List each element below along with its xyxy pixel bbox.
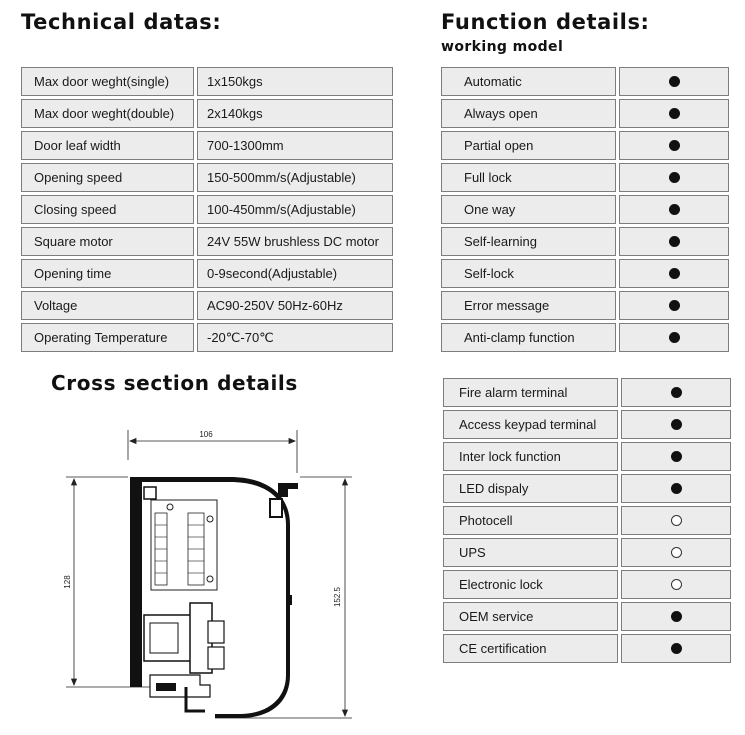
tech-label: Operating Temperature xyxy=(21,323,194,352)
tech-label: Closing speed xyxy=(21,195,194,224)
function-status xyxy=(619,195,729,224)
height-dimension-label-right: 152.5 xyxy=(333,586,342,608)
open-circle-icon xyxy=(671,547,682,558)
control-board xyxy=(151,500,217,590)
function-row-automatic xyxy=(441,67,729,99)
filled-circle-icon xyxy=(671,643,682,654)
height-dimension-label-left: 128 xyxy=(63,575,72,589)
tech-row-max-door-weght-double xyxy=(21,99,393,131)
filled-circle-icon xyxy=(671,419,682,430)
filled-circle-icon xyxy=(669,140,680,151)
function-row-ups xyxy=(443,538,731,570)
function-row-led-dispaly xyxy=(443,474,731,506)
function-row-self-learning xyxy=(441,227,729,259)
function-status xyxy=(621,474,731,503)
tech-row-max-door-weght-single xyxy=(21,67,393,99)
function-row-always-open xyxy=(441,99,729,131)
filled-circle-icon xyxy=(669,236,680,247)
function-label: Error message xyxy=(441,291,616,320)
function-label: UPS xyxy=(443,538,618,567)
function-label: Always open xyxy=(441,99,616,128)
function-status xyxy=(619,67,729,96)
function-row-fire-alarm-terminal xyxy=(443,378,731,410)
function-status xyxy=(619,259,729,288)
tech-value: 100-450mm/s(Adjustable) xyxy=(197,195,393,224)
function-status xyxy=(621,442,731,471)
function-status xyxy=(619,227,729,256)
tech-row-square-motor xyxy=(21,227,393,259)
tech-value: 1x150kgs xyxy=(197,67,393,96)
tech-label: Door leaf width xyxy=(21,131,194,160)
cross-section-diagram xyxy=(60,425,360,725)
function-row-photocell xyxy=(443,506,731,538)
filled-circle-icon xyxy=(669,108,680,119)
filled-circle-icon xyxy=(671,387,682,398)
function-label: CE certification xyxy=(443,634,618,663)
function-label: One way xyxy=(441,195,616,224)
tech-value: -20℃-70℃ xyxy=(197,323,393,352)
tech-value: 2x140kgs xyxy=(197,99,393,128)
filled-circle-icon xyxy=(669,300,680,311)
function-details-heading: Function details: xyxy=(441,10,650,34)
tech-label: Opening speed xyxy=(21,163,194,192)
filled-circle-icon xyxy=(669,332,680,343)
function-status xyxy=(621,634,731,663)
function-status xyxy=(621,506,731,535)
function-row-inter-lock-function xyxy=(443,442,731,474)
filled-circle-icon xyxy=(669,172,680,183)
working-model-table xyxy=(441,67,729,355)
tech-row-opening-time xyxy=(21,259,393,291)
technical-datas-heading: Technical datas: xyxy=(21,10,222,34)
function-label: Electronic lock xyxy=(443,570,618,599)
cross-section-heading: Cross section details xyxy=(51,371,298,395)
function-label: Full lock xyxy=(441,163,616,192)
tech-row-voltage xyxy=(21,291,393,323)
function-status xyxy=(619,163,729,192)
function-status xyxy=(619,131,729,160)
filled-circle-icon xyxy=(669,204,680,215)
filled-circle-icon xyxy=(669,76,680,87)
function-label: OEM service xyxy=(443,602,618,631)
tech-value: 150-500mm/s(Adjustable) xyxy=(197,163,393,192)
function-status xyxy=(619,99,729,128)
function-label: Partial open xyxy=(441,131,616,160)
width-dimension-label: 106 xyxy=(199,430,213,439)
function-label: Anti-clamp function xyxy=(441,323,616,352)
function-row-partial-open xyxy=(441,131,729,163)
filled-circle-icon xyxy=(671,611,682,622)
function-status xyxy=(621,570,731,599)
function-status xyxy=(621,538,731,567)
filled-circle-icon xyxy=(669,268,680,279)
filled-circle-icon xyxy=(671,451,682,462)
tech-label: Opening time xyxy=(21,259,194,288)
tech-value: AC90-250V 50Hz-60Hz xyxy=(197,291,393,320)
tech-row-opening-speed xyxy=(21,163,393,195)
tech-row-closing-speed xyxy=(21,195,393,227)
function-row-full-lock xyxy=(441,163,729,195)
function-status xyxy=(621,378,731,407)
tech-row-operating-temperature xyxy=(21,323,393,355)
function-label: Photocell xyxy=(443,506,618,535)
open-circle-icon xyxy=(671,515,682,526)
technical-datas-table xyxy=(21,67,393,355)
function-status xyxy=(621,602,731,631)
tech-label: Max door weght(double) xyxy=(21,99,194,128)
function-status xyxy=(619,291,729,320)
function-label: Self-learning xyxy=(441,227,616,256)
function-row-oem-service xyxy=(443,602,731,634)
tech-label: Voltage xyxy=(21,291,194,320)
function-row-ce-certification xyxy=(443,634,731,666)
open-circle-icon xyxy=(671,579,682,590)
function-row-self-lock xyxy=(441,259,729,291)
function-status xyxy=(621,410,731,439)
tech-row-door-leaf-width xyxy=(21,131,393,163)
tech-label: Square motor xyxy=(21,227,194,256)
function-label: Fire alarm terminal xyxy=(443,378,618,407)
function-label: Inter lock function xyxy=(443,442,618,471)
function-label: Access keypad terminal xyxy=(443,410,618,439)
function-label: LED dispaly xyxy=(443,474,618,503)
tech-value: 700-1300mm xyxy=(197,131,393,160)
motor-assembly xyxy=(144,603,224,711)
filled-circle-icon xyxy=(671,483,682,494)
function-row-electronic-lock xyxy=(443,570,731,602)
tech-value: 24V 55W brushless DC motor xyxy=(197,227,393,256)
function-label: Automatic xyxy=(441,67,616,96)
function-row-anti-clamp-function xyxy=(441,323,729,355)
working-model-subheading: working model xyxy=(441,39,564,55)
tech-label: Max door weght(single) xyxy=(21,67,194,96)
function-label: Self-lock xyxy=(441,259,616,288)
function-row-error-message xyxy=(441,291,729,323)
optional-functions-table xyxy=(443,378,731,666)
function-row-access-keypad-terminal xyxy=(443,410,731,442)
function-row-one-way xyxy=(441,195,729,227)
function-status xyxy=(619,323,729,352)
tech-value: 0-9second(Adjustable) xyxy=(197,259,393,288)
